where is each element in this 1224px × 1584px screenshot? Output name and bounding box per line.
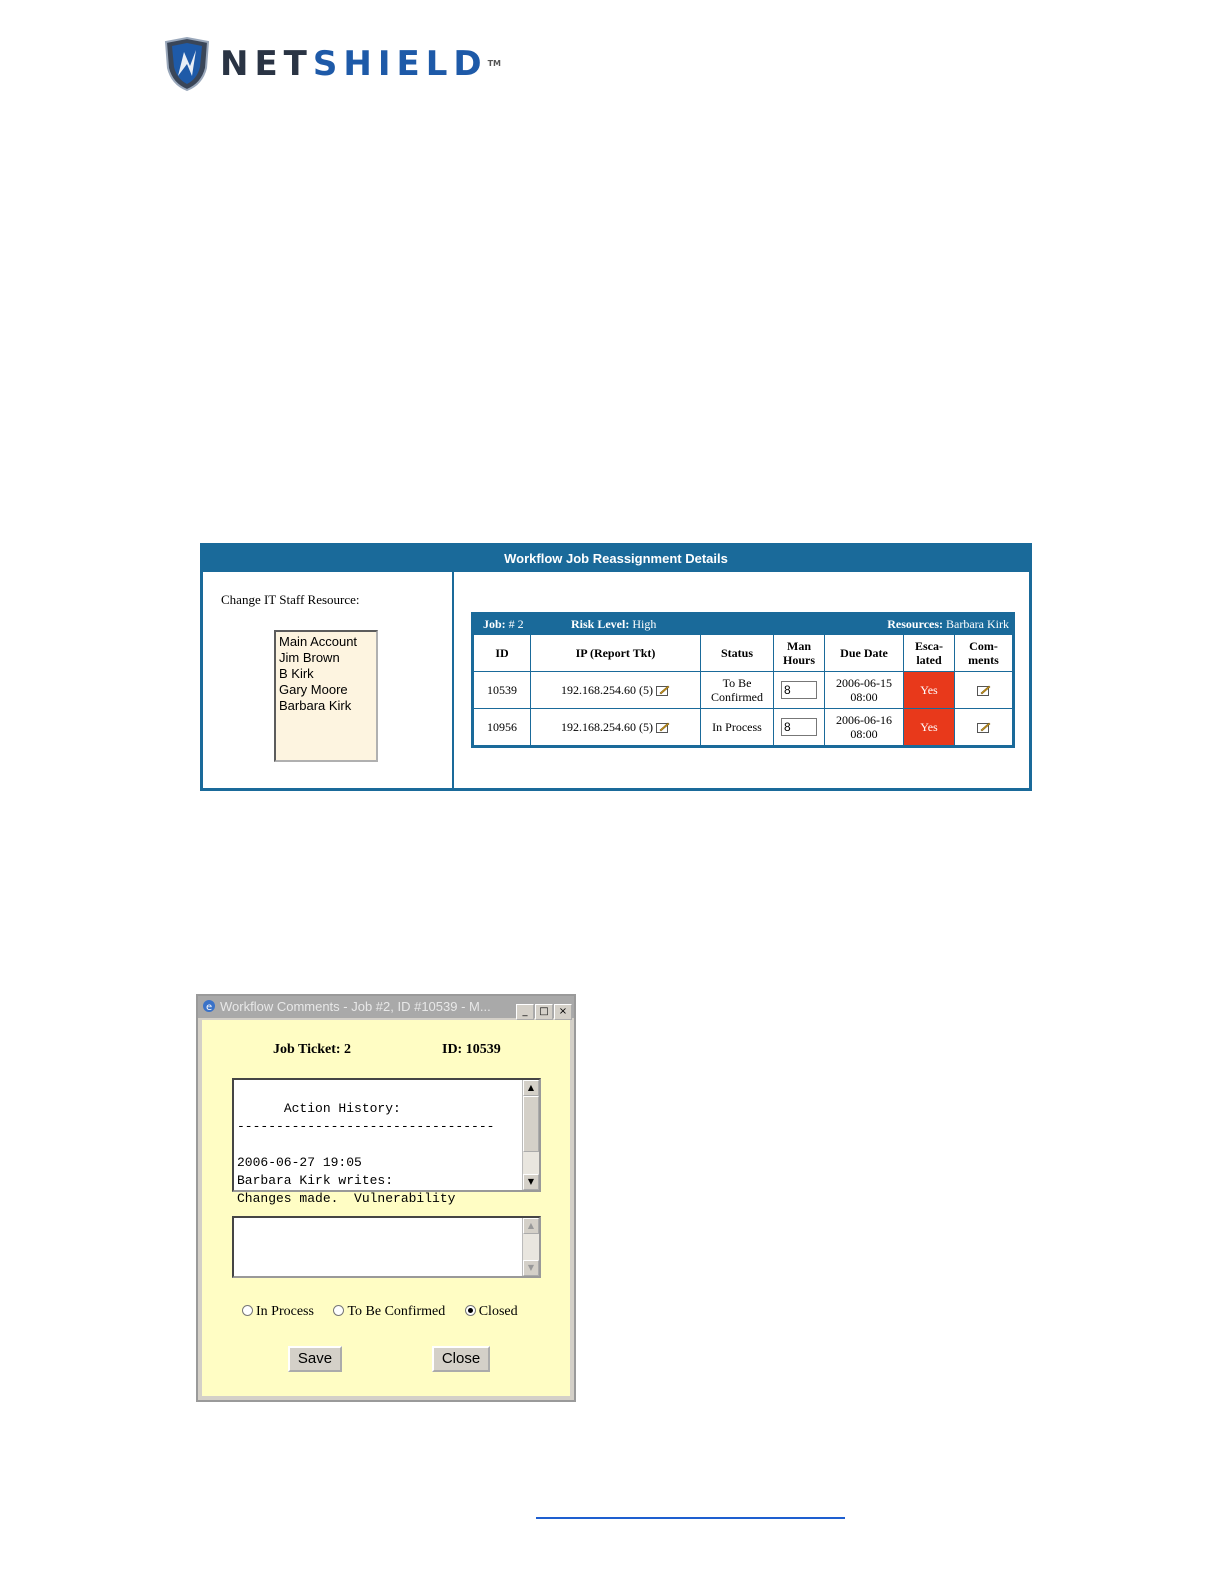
logo-wordmark: NETSHIELD™ bbox=[220, 44, 502, 84]
scroll-thumb[interactable] bbox=[523, 1096, 539, 1152]
edit-ticket-icon[interactable] bbox=[656, 722, 670, 734]
row-comments bbox=[955, 672, 1013, 709]
radio-closed[interactable]: Closed bbox=[465, 1304, 518, 1320]
netshield-logo bbox=[162, 36, 542, 94]
action-history-textarea[interactable] bbox=[232, 1078, 541, 1206]
scroll-down-icon[interactable]: ▼ bbox=[523, 1174, 539, 1190]
col-due-date: Due Date bbox=[825, 635, 904, 672]
staff-option[interactable]: B Kirk bbox=[279, 666, 314, 681]
history-scrollbar[interactable] bbox=[522, 1080, 539, 1190]
panel-divider bbox=[452, 572, 454, 788]
table-row bbox=[474, 672, 1013, 709]
close-button[interactable]: Close bbox=[432, 1346, 490, 1372]
job-number: Job: # 2 bbox=[483, 617, 524, 631]
col-status: Status bbox=[701, 635, 774, 672]
staff-resource-listbox[interactable] bbox=[274, 630, 378, 762]
job-table bbox=[471, 612, 1015, 748]
minimize-icon[interactable]: _ bbox=[516, 1004, 534, 1020]
col-comments: Com- ments bbox=[955, 635, 1013, 672]
table-header-row bbox=[474, 635, 1013, 672]
ticket-id-label: ID: 10539 bbox=[442, 1042, 501, 1057]
comments-icon[interactable] bbox=[977, 685, 991, 697]
radio-button-selected[interactable] bbox=[465, 1305, 476, 1316]
radio-button[interactable] bbox=[333, 1305, 344, 1316]
col-id: ID bbox=[474, 635, 531, 672]
comments-icon[interactable] bbox=[977, 722, 991, 734]
staff-resource-label: Change IT Staff Resource: bbox=[221, 592, 360, 607]
action-history-text: Action History: --------------------------------- 2006-06-27 19:05 Barbara Kirk writes: Changes made. Vulnerability bbox=[237, 1101, 495, 1206]
workflow-comments-window bbox=[196, 994, 576, 1402]
radio-button[interactable] bbox=[242, 1305, 253, 1316]
row-ip: 192.168.254.60 (5) bbox=[531, 672, 701, 709]
save-button[interactable]: Save bbox=[288, 1346, 342, 1372]
window-body bbox=[202, 1020, 570, 1396]
status-radio-group bbox=[242, 1304, 534, 1320]
row-status: To Be Confirmed bbox=[701, 672, 774, 709]
row-comments bbox=[955, 709, 1013, 746]
row-id: 10956 bbox=[474, 709, 531, 746]
shield-logo-icon bbox=[162, 36, 212, 92]
window-titlebar[interactable] bbox=[198, 996, 574, 1018]
row-man-hours bbox=[774, 709, 825, 746]
row-due-date: 2006-06-16 08:00 bbox=[825, 709, 904, 746]
resources: Resources: Barbara Kirk bbox=[887, 617, 1009, 631]
comment-scrollbar[interactable] bbox=[522, 1218, 539, 1276]
risk-level: Risk Level: High bbox=[571, 617, 657, 631]
row-status: In Process bbox=[701, 709, 774, 746]
maximize-icon[interactable]: □ bbox=[535, 1004, 553, 1020]
col-man-hours: Man Hours bbox=[774, 635, 825, 672]
scroll-up-icon[interactable]: ▲ bbox=[523, 1080, 539, 1096]
job-header bbox=[473, 614, 1013, 634]
staff-option[interactable]: Barbara Kirk bbox=[279, 698, 352, 713]
table-row bbox=[474, 709, 1013, 746]
new-comment-textarea[interactable] bbox=[232, 1216, 541, 1278]
workflow-reassignment-panel bbox=[200, 543, 1032, 791]
window-controls bbox=[515, 999, 572, 1021]
man-hours-input[interactable] bbox=[781, 681, 817, 699]
row-escalated: Yes bbox=[904, 709, 955, 746]
footer-link-underline[interactable] bbox=[536, 1517, 845, 1519]
scroll-down-icon[interactable]: ▼ bbox=[523, 1260, 539, 1276]
radio-to-be-confirmed[interactable]: To Be Confirmed bbox=[333, 1304, 445, 1320]
staff-option[interactable]: Jim Brown bbox=[279, 650, 340, 665]
man-hours-input[interactable] bbox=[781, 718, 817, 736]
scroll-up-icon[interactable]: ▲ bbox=[523, 1218, 539, 1234]
row-man-hours bbox=[774, 672, 825, 709]
job-ticket-label: Job Ticket: 2 bbox=[273, 1042, 352, 1057]
col-escalated: Esca- lated bbox=[904, 635, 955, 672]
row-escalated: Yes bbox=[904, 672, 955, 709]
row-id: 10539 bbox=[474, 672, 531, 709]
row-due-date: 2006-06-15 08:00 bbox=[825, 672, 904, 709]
row-ip: 192.168.254.60 (5) bbox=[531, 709, 701, 746]
staff-option[interactable]: Gary Moore bbox=[279, 682, 348, 697]
staff-option[interactable]: Main Account bbox=[279, 634, 358, 649]
close-icon[interactable]: × bbox=[554, 1004, 572, 1020]
svg-text:e: e bbox=[206, 1002, 213, 1013]
panel-title: Workflow Job Reassignment Details bbox=[203, 546, 1029, 572]
radio-in-process[interactable]: In Process bbox=[242, 1304, 314, 1320]
edit-ticket-icon[interactable] bbox=[656, 685, 670, 697]
ie-window-icon bbox=[202, 999, 216, 1013]
window-title: Workflow Comments - Job #2, ID #10539 - M... bbox=[220, 999, 491, 1014]
jobs-grid bbox=[473, 634, 1013, 746]
col-ip: IP (Report Tkt) bbox=[531, 635, 701, 672]
